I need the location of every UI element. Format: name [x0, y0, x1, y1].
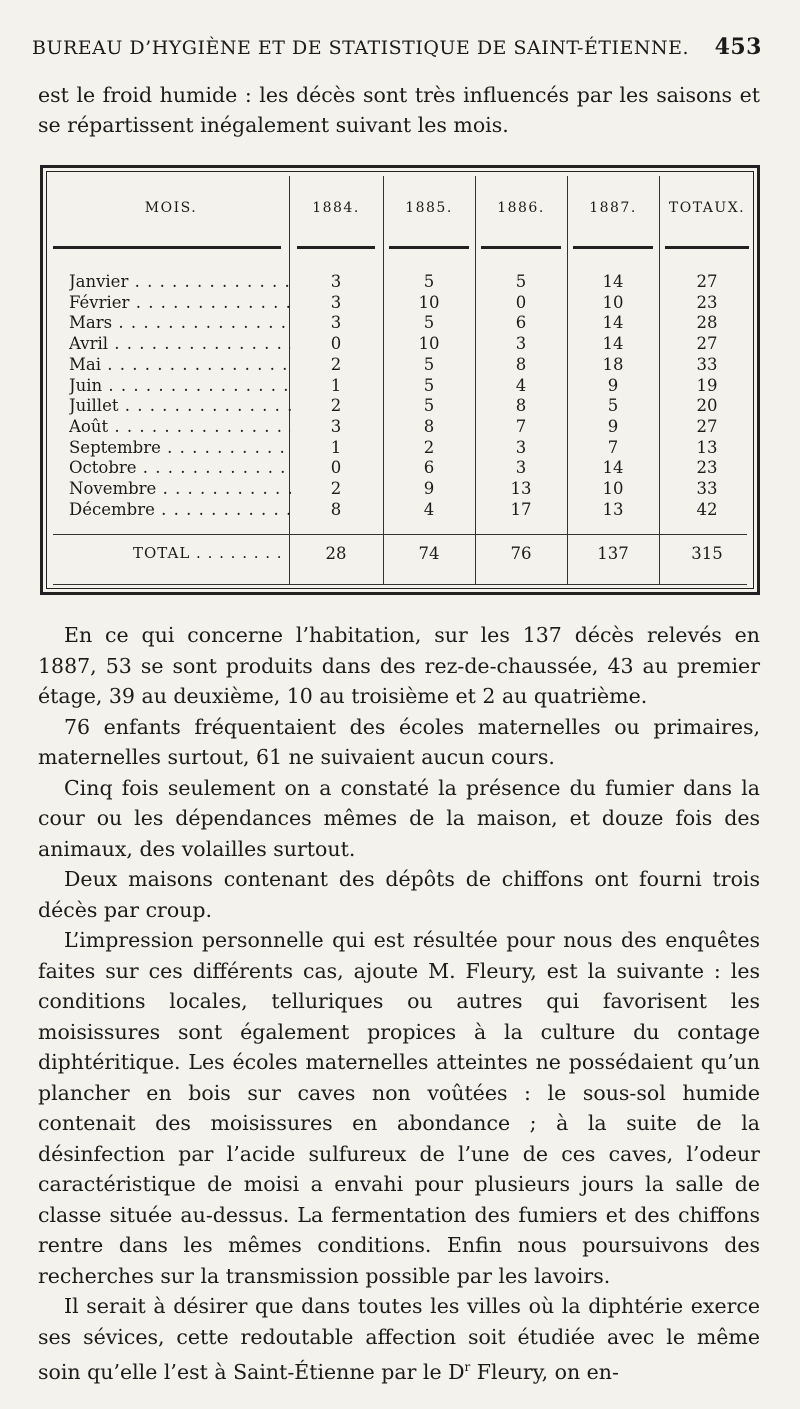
cell-1887: 14	[602, 313, 624, 333]
cell-1885: 8	[423, 416, 435, 436]
cell-1886: 13	[510, 479, 532, 498]
cell-1886: 7	[515, 416, 527, 436]
cell-totaux: 28	[696, 313, 718, 333]
paragraph: 76 enfants fréquentaient des écoles maternelles ou primaires, maternelles surtout, 61 ne suivaient aucun cours.	[38, 714, 760, 769]
total-1885: 74	[418, 544, 440, 563]
row-month-label: Juillet . . .	[69, 396, 291, 417]
row-month-label: Avril . . .	[69, 334, 291, 355]
header-1887: 1887.	[589, 200, 637, 216]
cell-1885: 6	[423, 458, 435, 478]
cell-totaux: 20	[696, 396, 718, 416]
cell-1885: 5	[423, 313, 435, 333]
cell-1884: 2	[330, 396, 342, 416]
cell-1885: 5	[423, 272, 435, 291]
cell-totaux: 33	[696, 354, 718, 374]
cell-totaux: 42	[696, 499, 718, 519]
row-month-label: Décembre . . .	[69, 500, 291, 521]
cell-1887: 14	[602, 272, 624, 291]
cell-1887: 14	[602, 458, 624, 478]
header-rule	[481, 246, 561, 249]
running-head	[32, 34, 762, 60]
cell-1887: 7	[607, 437, 619, 457]
cell-1887: 9	[607, 416, 619, 436]
cell-1885: 5	[423, 396, 435, 416]
header-rule	[573, 246, 653, 249]
row-month-label: Octobre . . .	[69, 458, 291, 479]
cell-totaux: 19	[696, 375, 718, 395]
cell-1887: 14	[602, 334, 624, 354]
lead-paragraph: est le froid humide : les décès sont très influencés par les saisons et se répartissent inégalement suivant les mois.	[38, 83, 760, 137]
header-1884: 1884.	[312, 200, 360, 216]
cell-1884: 3	[330, 272, 342, 291]
header-1886: 1886.	[497, 200, 545, 216]
cell-totaux: 27	[696, 272, 718, 291]
total-rule	[53, 534, 747, 535]
page-number: 453	[714, 34, 762, 60]
paragraph-last	[38, 1291, 760, 1387]
header-mois: MOIS.	[144, 200, 198, 216]
header-rule	[53, 246, 281, 249]
cell-1884: 3	[330, 313, 342, 333]
cell-totaux: 27	[696, 416, 718, 436]
cell-1886: 5	[515, 272, 527, 291]
cell-totaux: 33	[696, 479, 718, 498]
cell-1884: 1	[330, 437, 342, 457]
mortality-table	[40, 165, 760, 595]
row-month-label: Septembre . . .	[69, 438, 291, 459]
cell-1887: 13	[602, 499, 624, 519]
bottom-rule	[53, 584, 747, 585]
row-month-label: Février . . .	[69, 293, 291, 314]
cell-1887: 5	[607, 396, 619, 416]
cell-1885: 9	[423, 479, 435, 498]
cell-1884: 3	[330, 416, 342, 436]
cell-1887: 18	[602, 354, 624, 374]
cell-1886: 3	[515, 334, 527, 354]
header-rule	[389, 246, 469, 249]
cell-1885: 2	[423, 437, 435, 457]
total-label: TOTAL . . .	[133, 544, 283, 562]
cell-1885: 5	[423, 354, 435, 374]
cell-1885: 10	[418, 292, 440, 312]
cell-1886: 0	[515, 292, 527, 312]
row-month-label: Mai . . .	[69, 355, 291, 376]
cell-1886: 4	[515, 375, 527, 395]
paragraph: En ce qui concerne l’habitation, sur les 137 décès relevés en 1887, 53 se sont produits dans des rez-de-chaussée, 43 au premier étage, 39 au deuxième, 10 au troisième et 2 au quatrième.	[38, 623, 760, 708]
total-1887: 137	[597, 544, 629, 563]
paragraph: Deux maisons contenant des dépôts de chiffons ont fourni trois décès par croup.	[38, 867, 760, 922]
cell-totaux: 27	[696, 334, 718, 354]
cell-1886: 3	[515, 437, 527, 457]
cell-1884: 0	[330, 458, 342, 478]
cell-totaux: 13	[696, 437, 718, 457]
row-month-label: Novembre . . .	[69, 479, 291, 500]
header-rule	[297, 246, 375, 249]
cell-1887: 10	[602, 292, 624, 312]
cell-1886: 17	[510, 499, 532, 519]
row-month-label: Août . . .	[69, 417, 291, 438]
paragraph: Cinq fois seulement on a constaté la présence du fumier dans la cour ou les dépendances mêmes de la maison, et douze fois des animaux, des volailles surtout.	[38, 775, 760, 861]
cell-1884: 3	[330, 292, 342, 312]
row-month-label: Janvier . . .	[69, 272, 291, 293]
cell-1886: 3	[515, 458, 527, 478]
cell-1884: 0	[330, 334, 342, 354]
superscript: r	[464, 1360, 471, 1374]
cell-1885: 4	[423, 499, 435, 519]
cell-1886: 8	[515, 396, 527, 416]
cell-1887: 9	[607, 375, 619, 395]
total-1884: 28	[325, 544, 347, 563]
cell-totaux: 23	[696, 292, 718, 312]
cell-1885: 5	[423, 375, 435, 395]
header-1885: 1885.	[405, 200, 453, 216]
body-text	[38, 620, 760, 1387]
cell-1884: 2	[330, 354, 342, 374]
cell-1887: 10	[602, 479, 624, 498]
row-month-label: Juin . . .	[69, 376, 291, 397]
header-totaux: TOTAUX.	[668, 200, 746, 216]
cell-1885: 10	[418, 334, 440, 354]
last-paragraph-text: Il serait à désirer que dans toutes les villes où la diphtérie exerce ses sévices, cette redoutable affection soit étudiée avec le même soin qu’elle l’est à Saint-Étienne par le D	[38, 1294, 760, 1384]
header-rule	[665, 246, 749, 249]
cell-1886: 6	[515, 313, 527, 333]
cell-1886: 8	[515, 354, 527, 374]
cell-1884: 2	[330, 479, 342, 498]
total-totaux: 315	[691, 544, 723, 563]
total-1886: 76	[510, 544, 532, 563]
row-month-label: Mars . . .	[69, 313, 291, 334]
cell-totaux: 23	[696, 458, 718, 478]
running-title: BUREAU D’HYGIÈNE ET DE STATISTIQUE DE SAINT-ÉTIENNE.	[32, 37, 690, 59]
paragraph: L’impression personnelle qui est résultée pour nous des enquêtes faites sur ces différents cas, ajoute M. Fleury, est la suivante : les conditions locales, telluriques ou autres qui favorisent les moisissures sont également propices à la culture du contage diphtéritique. Les écoles maternelles atteintes ne possédaient qu’un plancher en bois sur caves non voûtées : le sous-sol humide contenait des moisissures en abondance ; à la suite de la désinfection par l’acide sulfureux de l’une de ces caves, l’odeur caractéristique de moisi a envahi pour plusieurs jours la salle de classe située au-dessus. La fermentation des fumiers et des chiffons rentre dans les mêmes conditions. Enfin nous poursuivons des recherches sur la transmission possible par les lavoirs.	[38, 928, 760, 1288]
cell-1884: 8	[330, 499, 342, 519]
cell-1884: 1	[330, 375, 342, 395]
last-paragraph-end: Fleury, on en-	[470, 1359, 619, 1384]
